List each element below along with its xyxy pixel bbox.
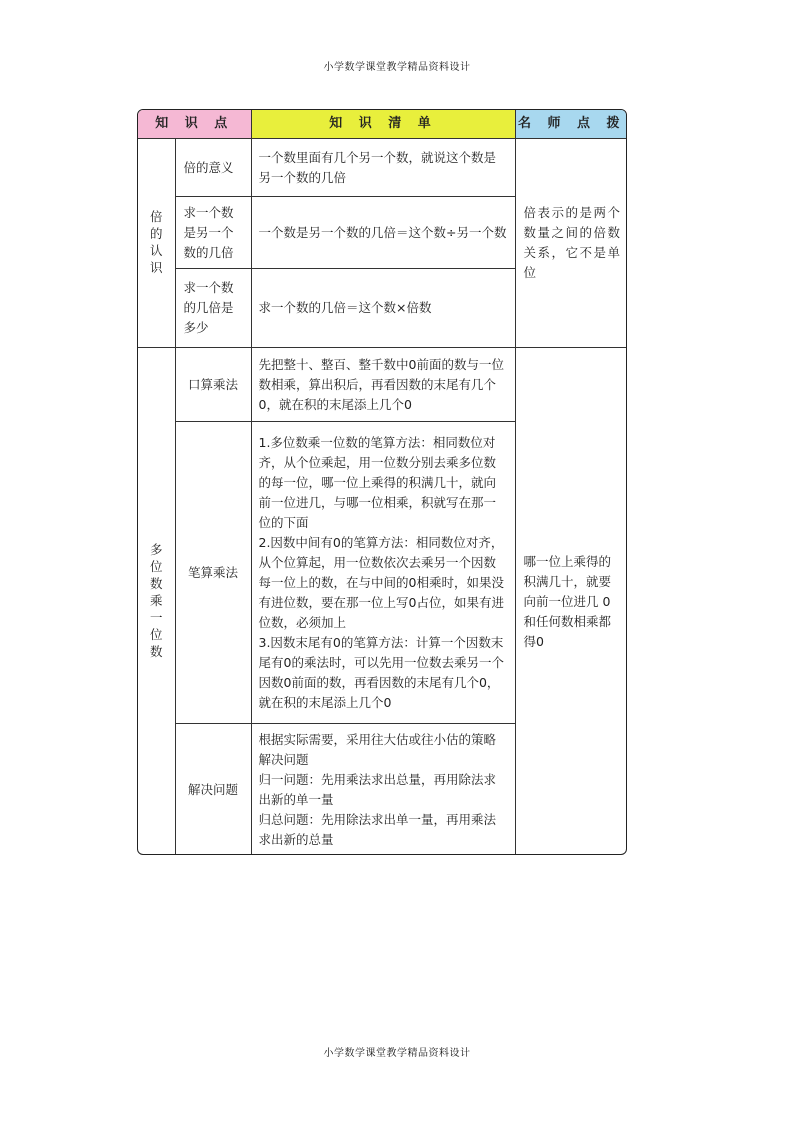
tip-multiple-concept: 倍表示的是两个数量之间的倍数关系，它不是单位 bbox=[515, 139, 627, 348]
content-multiple-of-number: 求一个数的几倍＝这个数×倍数 bbox=[251, 269, 515, 348]
content-meaning-of-multiple: 一个数里面有几个另一个数，就说这个数是另一个数的几倍 bbox=[251, 139, 515, 197]
tip-multi-digit-multiplication: 哪一位上乘得的积满几十，就要向前一位进几 0和任何数相乘都得0 bbox=[515, 348, 627, 856]
written-method-3: 3.因数末尾有0的笔算方法：计算一个因数末尾有0的乘法时，可以先用一位数去乘另一个因数0前面的数，再看因数的末尾有几个0，就在积的末尾添上几个0 bbox=[258, 634, 504, 710]
written-method-2: 2.因数中间有0的笔算方法：相同数位对齐，从个位算起，用一位数依次去乘另一个因数每一位上的数，在与中间的0相乘时，如果没有进位数，要在那一位上写0占位，如果有进位数，必须加上 bbox=[258, 534, 504, 630]
topic-multiple-of-number: 求一个数的几倍是多少 bbox=[175, 269, 251, 348]
problem-solving-line-2: 归一问题：先用乘法求出总量，再用除法求出新的单一量 bbox=[258, 771, 497, 807]
content-written-multiplication bbox=[251, 422, 515, 724]
problem-solving-line-3: 归总问题：先用除法求出单一量，再用乘法求出新的总量 bbox=[258, 811, 497, 847]
topic-meaning-of-multiple: 倍的意义 bbox=[175, 139, 251, 197]
header-teacher-tips: 名 师 点 拨 bbox=[515, 110, 627, 139]
content-find-multiple: 一个数是另一个数的几倍＝这个数÷另一个数 bbox=[251, 197, 515, 269]
content-problem-solving bbox=[251, 724, 515, 856]
topic-written-multiplication: 笔算乘法 bbox=[175, 422, 251, 724]
problem-solving-line-1: 根据实际需要，采用往大估或往小估的策略解决问题 bbox=[258, 731, 497, 767]
topic-find-multiple: 求一个数是另一个数的几倍 bbox=[175, 197, 251, 269]
section-title-multiple-concept: 倍的认识 bbox=[138, 139, 175, 348]
header-knowledge-list: 知 识 清 单 bbox=[251, 110, 515, 139]
header-knowledge-point: 知 识 点 bbox=[138, 110, 251, 139]
topic-problem-solving: 解决问题 bbox=[175, 724, 251, 856]
content-mental-multiplication: 先把整十、整百、整千数中0前面的数与一位数相乘，算出积后，再看因数的末尾有几个0，就在积的末尾添上几个0 bbox=[251, 348, 515, 422]
page-header: 小学数学课堂教学精品资料设计 bbox=[323, 62, 471, 73]
topic-mental-multiplication: 口算乘法 bbox=[175, 348, 251, 422]
page-footer: 小学数学课堂教学精品资料设计 bbox=[323, 1048, 471, 1059]
section-title-multi-digit-multiplication: 多位数乘一位数 bbox=[138, 348, 175, 856]
written-method-1: 1.多位数乘一位数的笔算方法：相同数位对齐，从个位乘起，用一位数分别去乘多位数的每一位，哪一位上乘得的积满几十，就向前一位进几，与哪一位相乘，积就写在那一位的下面 bbox=[258, 434, 497, 530]
knowledge-table bbox=[137, 109, 627, 855]
